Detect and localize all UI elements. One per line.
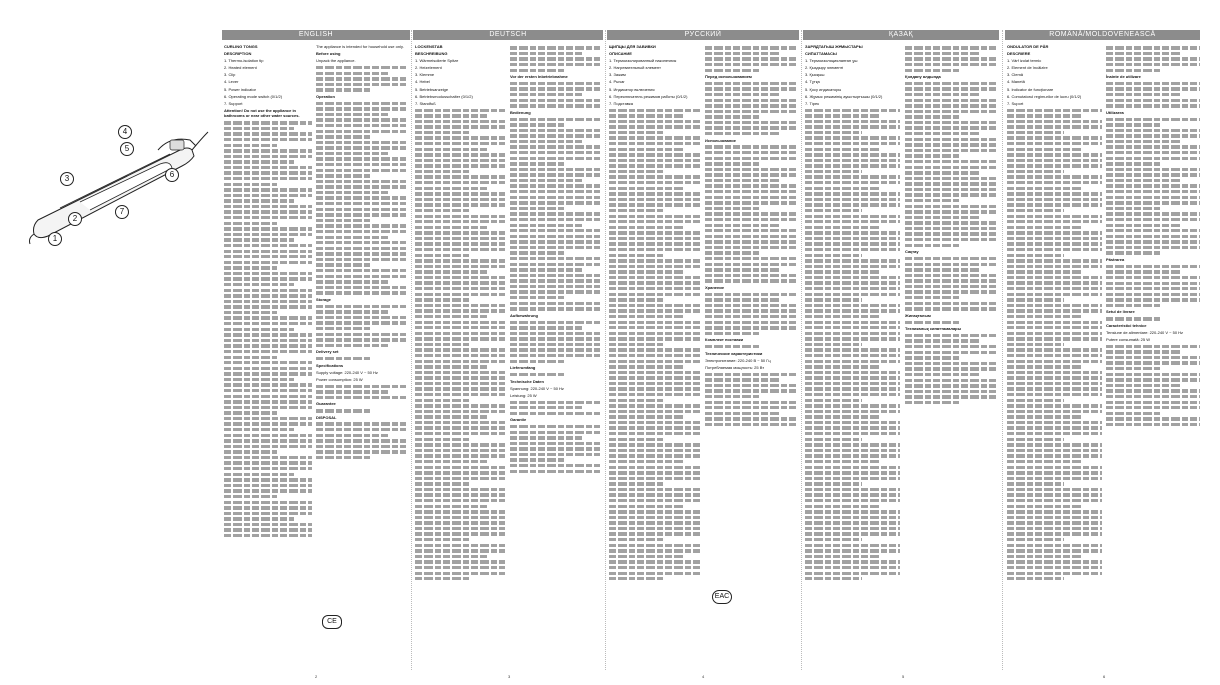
romanian-part-1: 1. Vârf izolat termic <box>1007 58 1042 64</box>
english-guarantee: Guarantee <box>316 401 336 407</box>
kazakh-storage: Сақтау <box>905 249 919 255</box>
page-number: 3 <box>508 674 511 679</box>
russian-part-7: 7. Подставка <box>609 100 633 106</box>
romanian-delivery: Setul de livrare <box>1106 309 1135 315</box>
page-number: 2 <box>315 674 318 679</box>
english-unpack: Unpack the appliance. <box>316 58 356 64</box>
romanian-part-5: 5. Indicator de funcţionare <box>1007 86 1054 92</box>
english-voltage: Supply voltage: 220-240 V ~ 50 Hz <box>316 369 378 375</box>
english-part-7: 7. Support <box>224 100 243 106</box>
deutsch-part-6: 6. Betriebsmodusschalter (0/1/2) <box>415 93 473 99</box>
kazakh-part-2: 2. Қыздыру элементі <box>805 65 844 71</box>
deutsch-operation: Bedienung <box>510 109 531 115</box>
callout-1: 1 <box>48 232 62 246</box>
english-part-4: 4. Lever <box>224 79 239 85</box>
russian-column-b <box>705 44 797 664</box>
kazakh-description-heading: СИПАТТАМАСЫ <box>805 51 837 57</box>
page-number: 5 <box>902 674 905 679</box>
deutsch-part-5: 5. Betriebsanzeige <box>415 86 449 92</box>
deutsch-part-4: 4. Hebel <box>415 79 430 85</box>
russian-storage: Хранение <box>705 284 725 290</box>
romanian-usage: Utilizarea <box>1106 109 1124 115</box>
deutsch-storage: Aufbewahrung <box>510 312 538 318</box>
english-operation: Operation <box>316 93 335 99</box>
russian-usage: Использование <box>705 137 736 143</box>
russian-specs: Технические характеристики <box>705 350 763 356</box>
english-part-5: 5. Power indicator <box>224 86 257 92</box>
deutsch-part-3: 3. Klemme <box>415 72 435 78</box>
language-header-kazakh: ҚАЗАҚ <box>803 30 999 40</box>
russian-part-2: 2. Нагревательный элемент <box>609 65 661 71</box>
deutsch-before-use: Vor der ersten Inbetriebnahme <box>510 74 568 80</box>
kazakh-part-1: 1. Термоизоляцияланған ұш <box>805 58 858 64</box>
deutsch-power: Leistung: 25 W <box>510 392 537 398</box>
ce-mark: CE <box>322 615 342 629</box>
english-before-using: Before using <box>316 51 341 57</box>
romanian-specs: Caracteristici tehnice <box>1106 322 1147 328</box>
romanian-part-3: 3. Clemă <box>1007 72 1024 78</box>
russian-before-use: Перед использованием <box>705 74 752 80</box>
page-number: 6 <box>1103 674 1106 679</box>
english-power: Power consumption: 25 W <box>316 376 363 382</box>
russian-part-3: 3. Зажим <box>609 72 626 78</box>
callout-7: 7 <box>115 205 129 219</box>
romanian-part-2: 2. Element de încălzire <box>1007 65 1048 71</box>
kazakh-column-b <box>905 44 998 664</box>
deutsch-title: LOCKENSTAB <box>415 44 443 49</box>
romanian-storage: Păstrarea <box>1106 256 1125 262</box>
kazakh-specs: Техникалық сипаттамалары <box>905 326 962 332</box>
kazakh-part-7: 7. Тірек <box>805 100 819 106</box>
callout-2: 2 <box>68 212 82 226</box>
language-header-russian: РУССКИЙ <box>607 30 799 40</box>
kazakh-delivery: Жинақталым <box>905 312 931 318</box>
romanian-part-6: 6. Comutatorul regimurilor de lucru (0/1/2) <box>1007 93 1082 99</box>
english-attention: Attention! Do not use the appliance in bathrooms or near other water sources. <box>224 107 300 119</box>
english-column-a <box>224 44 312 664</box>
language-header-deutsch: DEUTSCH <box>413 30 603 40</box>
russian-part-4: 4. Рычаг <box>609 79 625 85</box>
kazakh-part-5: 5. Қосу индикаторы <box>805 86 842 92</box>
russian-title: ЩИПЦЫ ДЛЯ ЗАВИВКИ <box>609 44 656 49</box>
kazakh-column-a <box>805 44 900 664</box>
russian-part-5: 5. Индикатор включения <box>609 86 655 92</box>
russian-column-a <box>609 44 701 664</box>
romanian-before-use: Înainte de utilizare <box>1106 74 1141 80</box>
romanian-description-heading: DESCRIERE <box>1007 51 1031 57</box>
romanian-part-7: 7. Suport <box>1007 100 1024 106</box>
deutsch-column-b <box>510 44 600 664</box>
deutsch-part-7: 7. Standfuß <box>415 100 436 106</box>
english-part-1: 1. Thermo-isolation tip <box>224 58 264 64</box>
english-part-6: 6. Operating mode switch (0/1/2) <box>224 93 283 99</box>
russian-power: Потребляемая мощность: 25 Вт <box>705 364 765 370</box>
curling-tongs-illustration <box>20 110 210 250</box>
english-part-3: 3. Clip <box>224 72 236 78</box>
eac-mark: EAC <box>712 590 732 604</box>
callout-6: 6 <box>165 168 179 182</box>
russian-description-heading: ОПИСАНИЕ <box>609 51 632 57</box>
romanian-column-b <box>1106 44 1200 664</box>
deutsch-part-2: 2. Heizelement <box>415 65 442 71</box>
romanian-title: ONDULATOR DE PĂR <box>1007 44 1049 49</box>
romanian-column-a <box>1007 44 1102 664</box>
english-storage: Storage <box>316 296 331 302</box>
kazakh-before-use: Қолдану алдында <box>905 74 941 80</box>
callout-3: 3 <box>60 172 74 186</box>
deutsch-description-heading: BESCHREIBUNG <box>415 51 448 57</box>
language-header-romanian: ROMÂNĂ/MOLDOVENEASCĂ <box>1005 30 1200 40</box>
kazakh-title: ЗАРЯДТАҒЫШ ЖҰМЫСТАРЫ <box>805 44 863 49</box>
russian-part-1: 1. Термоизолированный наконечник <box>609 58 677 64</box>
russian-delivery: Комплект поставки <box>705 337 744 343</box>
deutsch-column-a <box>415 44 505 664</box>
romanian-power: Putere consumată: 25 W <box>1106 336 1151 342</box>
kazakh-part-6: 6. Жұмыс режимінің ауыстырғышы (0/1/2) <box>805 93 883 99</box>
english-title: CURLING TONGS <box>224 44 258 49</box>
deutsch-part-1: 1. Wärmeisolierte Spitze <box>415 58 459 64</box>
kazakh-part-3: 3. Қысқыш <box>805 72 825 78</box>
english-specifications: Specifications <box>316 362 344 368</box>
romanian-voltage: Tensiune de alimentare: 220-240 V ~ 50 Hz <box>1106 329 1184 335</box>
english-delivery-set: Delivery set <box>316 349 339 355</box>
callout-4: 4 <box>118 125 132 139</box>
deutsch-voltage: Spannung: 220-240 V ~ 50 Hz <box>510 385 564 391</box>
deutsch-guarantee: Garantie <box>510 417 527 423</box>
deutsch-specs: Technische Daten <box>510 378 544 384</box>
english-household-note: The appliance is intended for household use only. <box>316 44 404 49</box>
english-part-2: 2. Heated element <box>224 65 257 71</box>
english-disposal: DISPOSAL <box>316 414 337 420</box>
english-description-heading: DESCRIPTION <box>224 51 252 57</box>
page-number: 4 <box>702 674 705 679</box>
kazakh-part-4: 4. Тұтқа <box>805 79 820 85</box>
romanian-part-4: 4. Manetă <box>1007 79 1025 85</box>
russian-voltage: Электропитание: 220-240 В ~ 50 Гц <box>705 357 771 363</box>
english-column-b <box>316 44 406 664</box>
deutsch-delivery: Lieferumfang <box>510 365 536 371</box>
russian-part-6: 6. Переключатель режимов работы (0/1/2) <box>609 93 688 99</box>
language-header-english: ENGLISH <box>222 30 410 40</box>
callout-5: 5 <box>120 142 134 156</box>
